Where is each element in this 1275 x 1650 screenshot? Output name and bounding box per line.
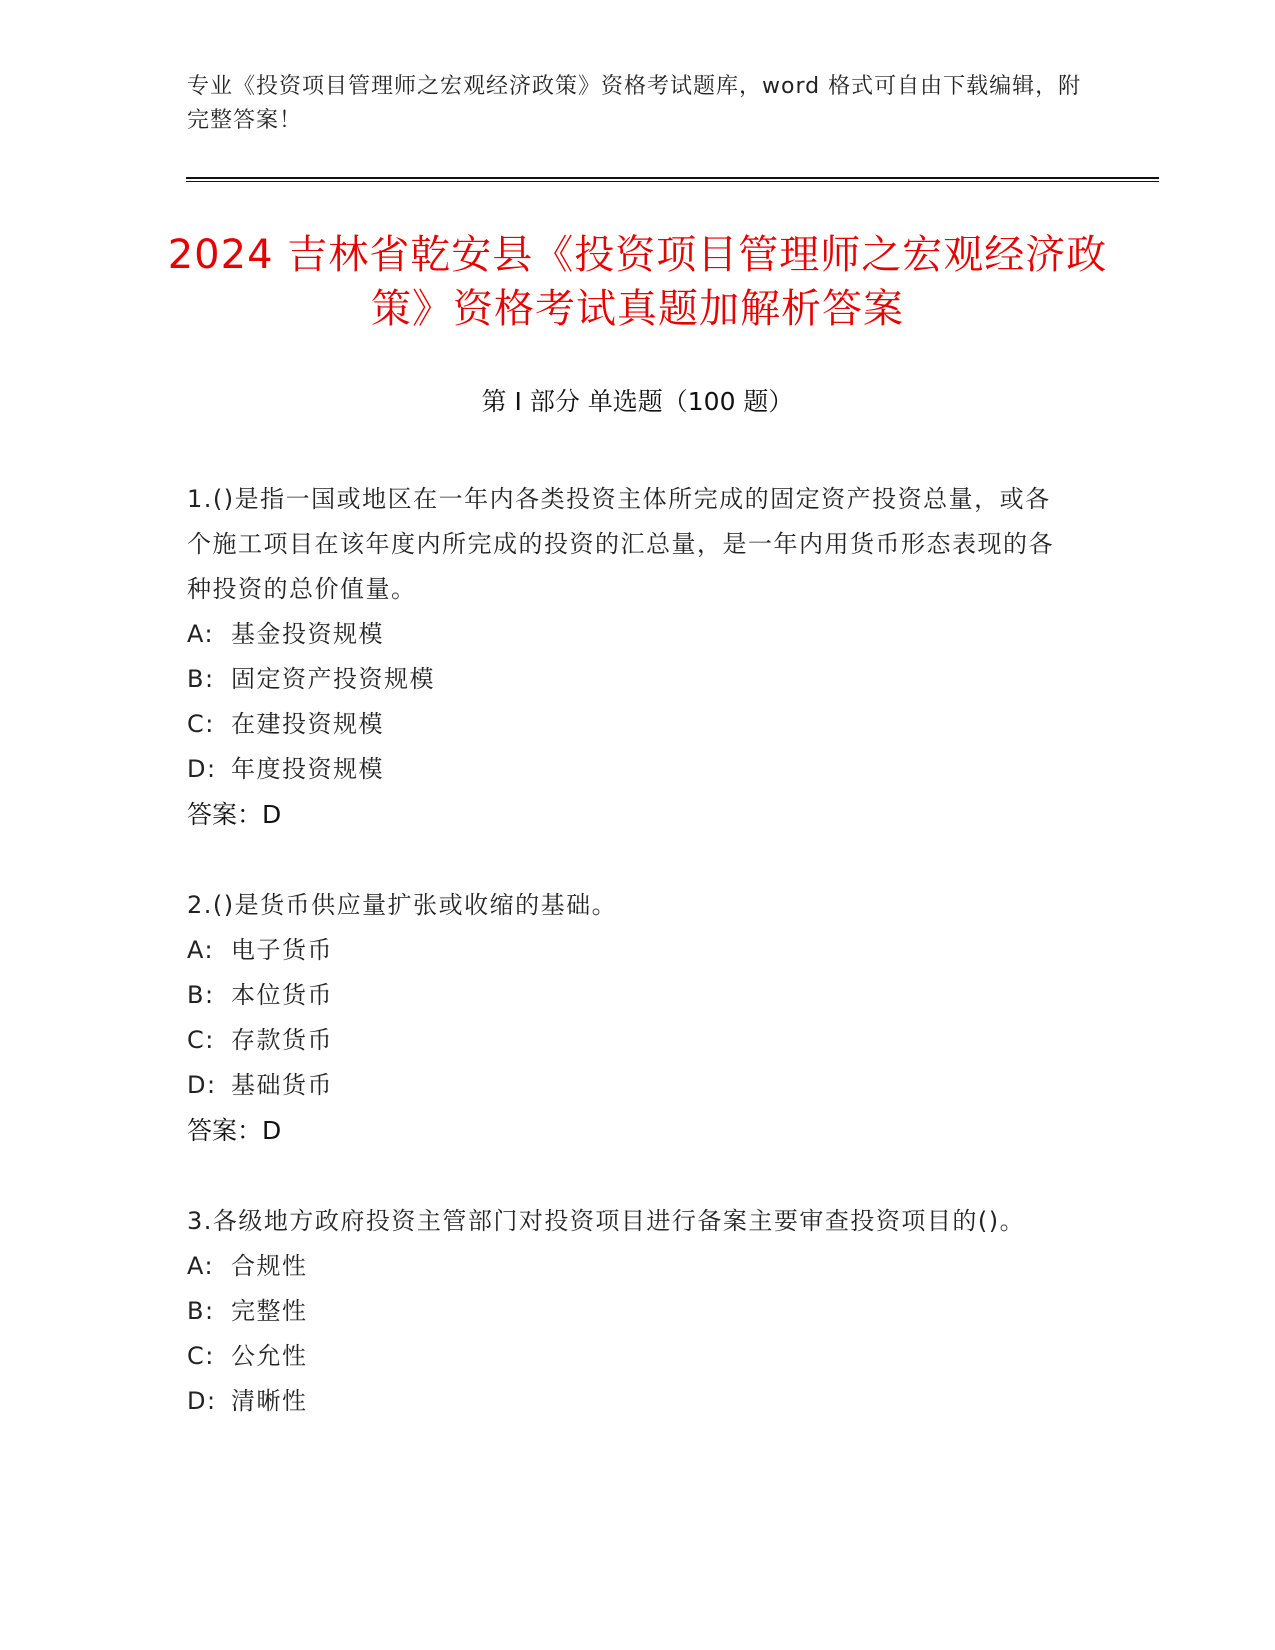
option-text: 合规性 (231, 1252, 308, 1280)
option-letter: D: (187, 1071, 217, 1099)
option-a (187, 612, 1067, 657)
option-c (187, 1334, 1067, 1379)
option-letter: C: (187, 1026, 215, 1054)
option-text: 基金投资规模 (231, 620, 384, 648)
option-letter: B: (187, 1297, 215, 1325)
answer-line: 答案：D (187, 800, 282, 829)
question-stem: 3.各级地方政府投资主管部门对投资项目进行备案主要审查投资项目的()。 (187, 1207, 1026, 1235)
header-divider-thin (186, 181, 1159, 182)
option-letter: A: (187, 936, 215, 964)
option-text: 基础货币 (231, 1071, 333, 1099)
option-d (187, 747, 1067, 792)
option-a (187, 928, 1067, 973)
question-list (187, 477, 1067, 1470)
option-text: 电子货币 (231, 936, 333, 964)
option-text: 存款货币 (231, 1026, 333, 1054)
answer-line: 答案：D (187, 1116, 282, 1145)
header-note: 专业《投资项目管理师之宏观经济政策》资格考试题库，word 格式可自由下载编辑，附完整答案！ (187, 74, 1082, 133)
question-2 (187, 883, 1067, 1153)
option-letter: C: (187, 710, 215, 738)
option-b (187, 973, 1067, 1018)
option-text: 公允性 (231, 1342, 308, 1370)
option-text: 在建投资规模 (231, 710, 384, 738)
option-letter: D: (187, 1387, 217, 1415)
option-letter: A: (187, 1252, 215, 1280)
option-text: 完整性 (231, 1297, 308, 1325)
question-3 (187, 1199, 1067, 1424)
header-divider-thick (186, 177, 1159, 179)
option-c (187, 1018, 1067, 1063)
option-letter: A: (187, 620, 215, 648)
option-text: 本位货币 (231, 981, 333, 1009)
option-text: 清晰性 (231, 1387, 308, 1415)
option-b (187, 1289, 1067, 1334)
option-letter: B: (187, 665, 215, 693)
option-text: 固定资产投资规模 (231, 665, 435, 693)
option-c (187, 702, 1067, 747)
document-title: 2024 吉林省乾安县《投资项目管理师之宏观经济政策》资格考试真题加解析答案 (167, 232, 1108, 332)
question-1 (187, 477, 1067, 837)
question-stem: 1.()是指一国或地区在一年内各类投资主体所完成的固定资产投资总量，或各个施工项目在该年度内所完成的投资的汇总量，是一年内用货币形态表现的各种投资的总价值量。 (187, 485, 1054, 603)
option-text: 年度投资规模 (231, 755, 384, 783)
option-letter: B: (187, 981, 215, 1009)
option-letter: D: (187, 755, 217, 783)
question-stem: 2.()是货币供应量扩张或收缩的基础。 (187, 891, 618, 919)
section-title: 第 I 部分 单选题（100 题） (481, 387, 794, 416)
option-d (187, 1063, 1067, 1108)
option-b (187, 657, 1067, 702)
option-letter: C: (187, 1342, 215, 1370)
option-d (187, 1379, 1067, 1424)
option-a (187, 1244, 1067, 1289)
